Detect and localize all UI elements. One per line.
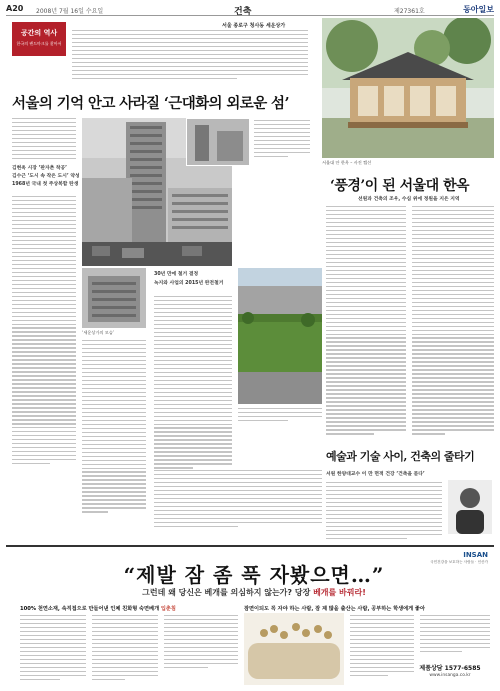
ad-col1-title-highlight: 입춘침 (160, 606, 176, 612)
article-subhead-3: 1968년 국내 첫 주상복합 탄생 (12, 182, 79, 187)
series-tag: 서울 종로구 청사동 세운상가 (222, 23, 286, 29)
old-building-caption: ‘세운상가의 모습’ (82, 330, 115, 335)
hanok-photo-caption: 서울대 안 한옥 – 사진 캡션 (322, 160, 372, 165)
ad-col4-text (350, 615, 414, 679)
ad-subline-text: 그런데 왜 당신은 베개를 의심하지 않는가? 당장 (142, 588, 314, 597)
section2-body (326, 482, 442, 542)
ad-subline-highlight: 베개를 바꿔라! (313, 588, 366, 597)
article-subhead-1: 김현옥 시장 ‘판자촌 착공’ (12, 166, 67, 171)
rooftop-garden-photo (238, 268, 322, 404)
right-body-col1 (326, 206, 406, 437)
issue-date: 2008년 7월 16일 수요일 (36, 8, 104, 15)
right-body-col2 (412, 206, 494, 437)
section2-title: 예술과 기술 사이, 건축의 줄타기 (326, 450, 475, 463)
article-subhead-2: 김수근 ‘도시 속 작은 도시’ 약성 (12, 174, 80, 179)
old-building-photo (82, 268, 146, 328)
ad-brand-subtitle: 국민건강을 보호하는 사람들 · 인산가 (430, 560, 488, 564)
series-badge (12, 22, 66, 56)
aerial-photo (186, 118, 250, 166)
article-body-col1 (12, 118, 76, 162)
ad-phone[interactable]: 제품상담 1577-6585 (419, 665, 481, 672)
newspaper-logo: 동아일보 (463, 5, 494, 14)
middle-subhead-1: 30년 만에 철거 결정 (154, 272, 199, 277)
ad-col1-title-text: 100% 천연소재, 속직접으로 만들어낸 인체 친화형 숙면베개 (20, 606, 161, 612)
ad-col2-title: 잠면이되도 꼭 자야 하는 사람, 잠 제 많을 출산는 사람, 공부하는 학생에게 좋아 (244, 606, 425, 612)
page-number: A20 (6, 4, 24, 13)
edition-number: 제27361호 (394, 8, 425, 15)
ad-col1-title (20, 605, 176, 612)
masthead (6, 4, 494, 16)
hanok-photo (322, 18, 494, 158)
article-body-col1b (12, 196, 76, 467)
article-headline: 서울의 기억 안고 사라질 ‘근대화의 외로운 섬’ (12, 95, 289, 112)
article-body-col2b (82, 340, 146, 515)
ad-col5-text (420, 615, 490, 655)
advertisement[interactable] (6, 545, 494, 685)
aerial-photo-caption (254, 120, 310, 160)
article-body-col2 (154, 296, 232, 471)
ad-col2-text (92, 615, 158, 683)
portrait-photo (448, 480, 492, 534)
ad-subline (34, 587, 474, 598)
right-column-title: ‘풍경’이 된 서울대 한옥 (330, 178, 470, 194)
intro-text-block (72, 30, 308, 82)
ad-url[interactable]: www.insanga.co.kr (429, 673, 471, 678)
ad-col1-text (20, 615, 86, 683)
pillow-product-photo (244, 613, 344, 685)
ad-headline: “제발 잠 좀 푹 자봤으면…” (123, 563, 385, 587)
section2-subtitle: 서원 한양대교수 이 만 면적 건강 ‘건축을 묻다’ (326, 472, 425, 477)
garden-caption (238, 408, 322, 424)
ad-brand-logo: INSAN (463, 551, 488, 559)
article-body-bottom (154, 470, 322, 530)
right-column-subtitle: 선원과 건축의 조우, 수심 위에 정원을 지은 지역 (358, 197, 460, 202)
ad-col3-text (164, 615, 238, 671)
section-title: 건축 (234, 7, 252, 17)
middle-subhead-2: 녹지와 사업의 2015년 완전철거 (154, 281, 224, 286)
series-badge-subtitle: 한국의 랜드마크를 찾아서 (16, 41, 62, 46)
series-badge-title: 공간의 역사 (20, 29, 58, 37)
